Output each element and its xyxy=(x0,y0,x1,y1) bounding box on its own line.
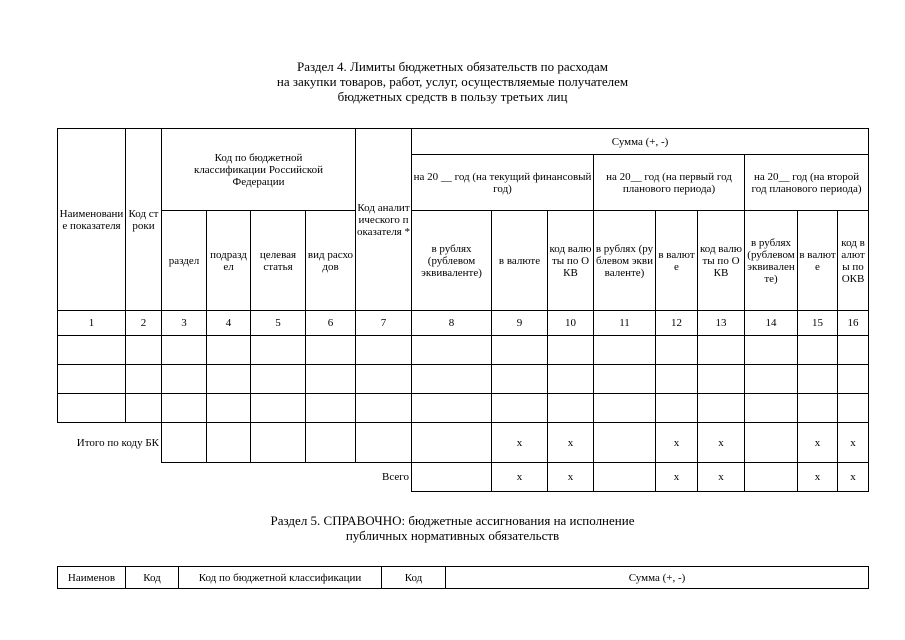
column-number: 10 xyxy=(548,311,594,336)
section4-title-line: бюджетных средств в пользу третьих лиц xyxy=(337,89,568,104)
header-target-item: целевая статья xyxy=(251,211,306,311)
s5-header-name: Наименов xyxy=(58,567,126,589)
x-mark: x xyxy=(698,423,745,463)
total-by-bk-label: Итого по коду БК xyxy=(76,436,159,449)
section5-title-line: Раздел 5. СПРАВОЧНО: бюджетные ассигнования на исполнение xyxy=(270,513,635,528)
column-number: 16 xyxy=(838,311,869,336)
header-year1: на 20 __ год (на текущий финансовый год) xyxy=(412,155,594,211)
x-mark: x xyxy=(838,423,869,463)
x-mark: x xyxy=(838,463,869,492)
x-mark: x xyxy=(492,423,548,463)
column-number: 6 xyxy=(306,311,356,336)
header-bk-code: Код по бюджетной классификации Российской Федерации xyxy=(162,129,356,211)
header-y1-rub: в рублях (рублевом эквиваленте) xyxy=(412,211,492,311)
x-mark: x xyxy=(492,463,548,492)
header-line-code: Код строки xyxy=(126,129,162,311)
header-name: Наименование показателя xyxy=(58,129,126,311)
x-mark: x xyxy=(656,463,698,492)
section4-title-line: Раздел 4. Лимиты бюджетных обязательств по расходам xyxy=(297,59,608,74)
s5-header-sum: Сумма (+, -) xyxy=(446,567,869,589)
x-mark: x xyxy=(798,423,838,463)
header-y2-cur: в валюте xyxy=(656,211,698,311)
header-y1-code: код валюты по ОКВ xyxy=(548,211,594,311)
header-analytic-code: Код аналитического показателя * xyxy=(356,129,412,311)
s5-header-code: Код xyxy=(126,567,179,589)
column-number: 12 xyxy=(656,311,698,336)
table-row xyxy=(58,365,869,394)
header-subsection: подраздел xyxy=(207,211,251,311)
header-sum: Сумма (+, -) xyxy=(412,129,869,155)
column-number: 1 xyxy=(58,311,126,336)
column-number: 4 xyxy=(207,311,251,336)
s5-header-code2: Код xyxy=(382,567,446,589)
section4-title-line: на закупки товаров, работ, услуг, осуществляемые получателем xyxy=(276,74,629,89)
table-row xyxy=(58,336,869,365)
x-mark: x xyxy=(698,463,745,492)
grand-total-row xyxy=(58,463,869,492)
section4-title xyxy=(0,59,905,104)
header-expense-type: вид расходов xyxy=(306,211,356,311)
column-number: 13 xyxy=(698,311,745,336)
header-y3-rub: в рублях (рублевом эквиваленте) xyxy=(745,211,798,311)
header-y2-rub: в рублях (рублевом эквиваленте) xyxy=(594,211,656,311)
header-y1-cur: в валюте xyxy=(492,211,548,311)
header-year3: на 20__ год (на второй год планового периода) xyxy=(745,155,869,211)
s5-header-bk-code: Код по бюджетной классификации xyxy=(179,567,382,589)
header-year2: на 20__ год (на первый год планового периода) xyxy=(594,155,745,211)
header-y3-code: код валюты по ОКВ xyxy=(838,211,869,311)
section5-title-line: публичных нормативных обязательств xyxy=(345,528,560,543)
column-number: 2 xyxy=(126,311,162,336)
x-mark: x xyxy=(656,423,698,463)
header-section: раздел xyxy=(162,211,207,311)
column-number: 7 xyxy=(356,311,412,336)
x-mark: x xyxy=(798,463,838,492)
x-mark: x xyxy=(548,423,594,463)
column-number: 15 xyxy=(798,311,838,336)
header-y2-code: код валюты по ОКВ xyxy=(698,211,745,311)
section5-title xyxy=(0,513,905,543)
column-number: 8 xyxy=(412,311,492,336)
column-number: 11 xyxy=(594,311,656,336)
section4-table xyxy=(57,128,869,492)
section5-table xyxy=(57,566,869,589)
header-y3-cur: в валюте xyxy=(798,211,838,311)
x-mark: x xyxy=(548,463,594,492)
column-number: 9 xyxy=(492,311,548,336)
column-number: 5 xyxy=(251,311,306,336)
total-by-bk-row xyxy=(58,423,869,463)
table-row xyxy=(58,394,869,423)
grand-total-label: Всего xyxy=(356,463,412,492)
column-number: 3 xyxy=(162,311,207,336)
column-number: 14 xyxy=(745,311,798,336)
